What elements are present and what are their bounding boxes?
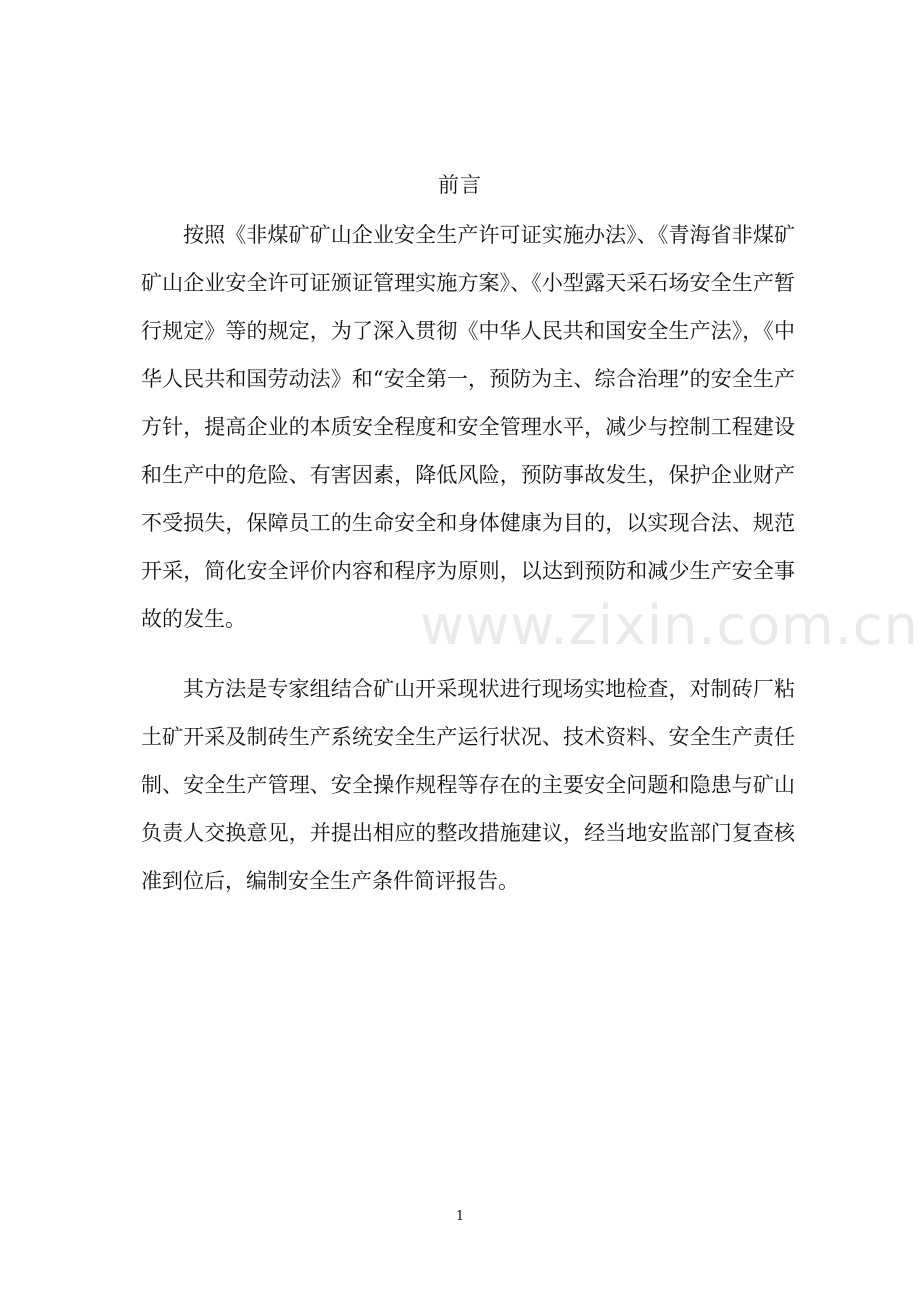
paragraph-1: 按照《非煤矿矿山企业安全生产许可证实施办法》、《青海省非煤矿矿山企业安全许可证颁证管理实施方案》、《小型露天采石场安全生产暂行规定》等的规定，为了深入贯彻《中华人民共和国安全生产法》，《中华人民共和国劳动法》和“安全第一，预防为主、综合治理”的安全生产方针，提高企业的本质安全程度和安全管理水平，减少与控制工程建设和生产中的危险、有害因素，降低风险，预防事故发生，保护企业财产不受损失，保障员工的生命安全和身体健康为目的，以实现合法、规范开采，简化安全评价内容和程序为原则，以达到预防和减少生产安全事故的发生。	[141, 223, 795, 631]
watermark: www.zixin.com.cn	[420, 594, 919, 657]
paragraph-2: 其方法是专家组结合矿山开采现状进行现场实地检查，对制砖厂粘土矿开采及制砖生产系统安全生产运行状况、技术资料、安全生产责任制、安全生产管理、安全操作规程等存在的主要安全问题和隐患与矿山负责人交换意见，并提出相应的整改措施建议，经当地安监部门复查核准到位后，编制安全生产条件简评报告。	[141, 677, 795, 893]
body-text	[141, 211, 795, 905]
page-title: 前言	[438, 173, 482, 197]
page-number: 1	[455, 1209, 465, 1224]
